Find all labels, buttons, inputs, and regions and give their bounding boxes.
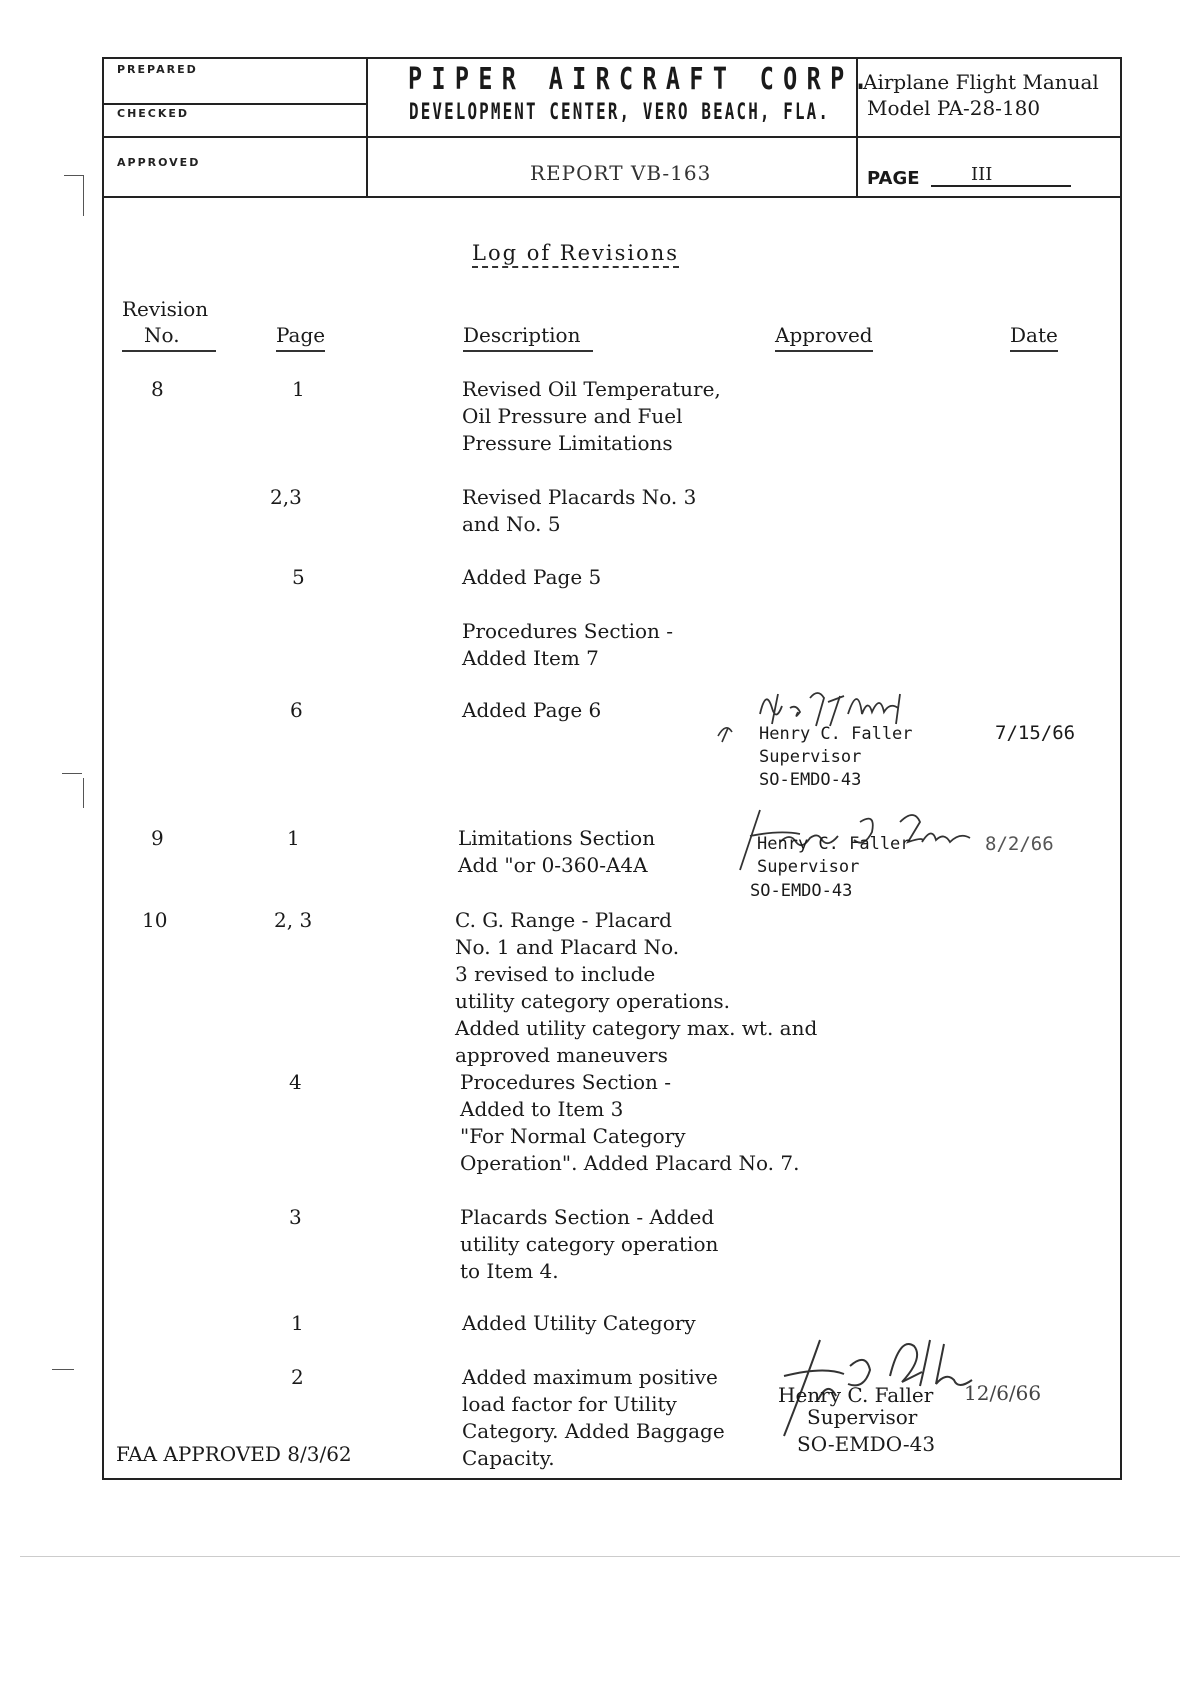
entry-3-description: Added Page 5	[462, 565, 602, 589]
header-left-divider	[366, 57, 368, 196]
page-label: PAGE	[867, 168, 920, 189]
entry-10-description: Added Utility Category	[462, 1311, 696, 1335]
prepared-checked-rule	[102, 103, 366, 105]
faa-approved-footer: FAA APPROVED 8/3/62	[116, 1442, 352, 1466]
approval-3-name: Henry C. Faller	[778, 1383, 934, 1407]
scan-mark	[83, 176, 84, 216]
entry-7-rev: 10	[142, 908, 168, 932]
entry-9-description: Placards Section - Added utility category operation to Item 4.	[460, 1205, 719, 1283]
manual-model: Model PA-28-180	[867, 96, 1041, 120]
entry-6-rev: 9	[151, 826, 164, 850]
approved-label: APPROVED	[117, 156, 201, 169]
scan-mark	[52, 1369, 74, 1370]
approval-1-name: Henry C. Faller	[759, 724, 913, 744]
entry-6-description: Limitations Section Add "or 0-360-A4A	[458, 826, 656, 877]
entry-1-rev: 8	[151, 377, 164, 401]
checked-label: CHECKED	[117, 107, 190, 120]
entry-3-page: 5	[292, 565, 305, 589]
entry-8-description: Procedures Section - Added to Item 3 "For Normal Category Operation". Added Placard No. 7.	[460, 1070, 800, 1175]
log-title: Log of Revisions	[472, 241, 679, 268]
entry-6-page: 1	[287, 826, 300, 850]
entry-11-description: Added maximum positive load factor for Utility Category. Added Baggage Capacity.	[462, 1365, 725, 1470]
entry-11-page: 2	[291, 1365, 304, 1389]
col-revision-line2: No.	[122, 322, 216, 352]
company-name: PIPER AIRCRAFT CORP.	[408, 62, 877, 97]
scan-mark	[83, 778, 84, 808]
col-page: Page	[276, 322, 325, 352]
entry-1-page: 1	[292, 377, 305, 401]
approval-1-title: Supervisor	[759, 747, 862, 767]
entry-8-page: 4	[289, 1070, 302, 1094]
division-name: DEVELOPMENT CENTER, VERO BEACH, FLA.	[409, 100, 831, 125]
entry-1-description: Revised Oil Temperature, Oil Pressure and Fuel Pressure Limitations	[462, 377, 721, 455]
entry-2-page: 2,3	[270, 485, 302, 509]
entry-7-description: C. G. Range - Placard No. 1 and Placard No. 3 revised to include utility category operations. Added utility category max. wt. and approved maneuvers	[455, 908, 818, 1067]
prepared-label: PREPARED	[117, 63, 198, 76]
entry-9-page: 3	[289, 1205, 302, 1229]
entry-4-description: Procedures Section - Added Item 7	[462, 619, 674, 670]
col-revision-line1: Revision	[122, 297, 209, 321]
header-bottom-rule	[102, 196, 1122, 198]
approval-3-title: Supervisor	[807, 1405, 918, 1429]
approval-2-name: Henry C. Faller	[757, 834, 911, 854]
approval-2-title: Supervisor	[757, 857, 860, 877]
entry-7-page: 2, 3	[274, 908, 313, 932]
approval-3-office: SO-EMDO-43	[797, 1432, 936, 1456]
entry-10-page: 1	[291, 1311, 304, 1335]
header-mid-rule	[102, 136, 1122, 138]
scan-mark	[64, 175, 84, 176]
approval-3-date: 12/6/66	[964, 1381, 1042, 1405]
page-number: III	[931, 164, 1071, 187]
approval-1-office: SO-EMDO-43	[759, 770, 862, 790]
approval-2-office: SO-EMDO-43	[750, 881, 853, 901]
approval-2-date: 8/2/66	[985, 833, 1054, 855]
approval-1-date: 7/15/66	[995, 722, 1076, 744]
scan-mark	[20, 1556, 1180, 1557]
entry-5-description: Added Page 6	[462, 698, 602, 722]
report-number: REPORT VB-163	[530, 161, 712, 185]
col-description: Description	[463, 322, 593, 352]
col-date: Date	[1010, 322, 1058, 352]
col-approved: Approved	[775, 322, 873, 352]
scan-mark	[62, 773, 82, 774]
entry-5-page: 6	[290, 698, 303, 722]
entry-2-description: Revised Placards No. 3 and No. 5	[462, 485, 697, 536]
manual-title: Airplane Flight Manual	[863, 70, 1099, 94]
